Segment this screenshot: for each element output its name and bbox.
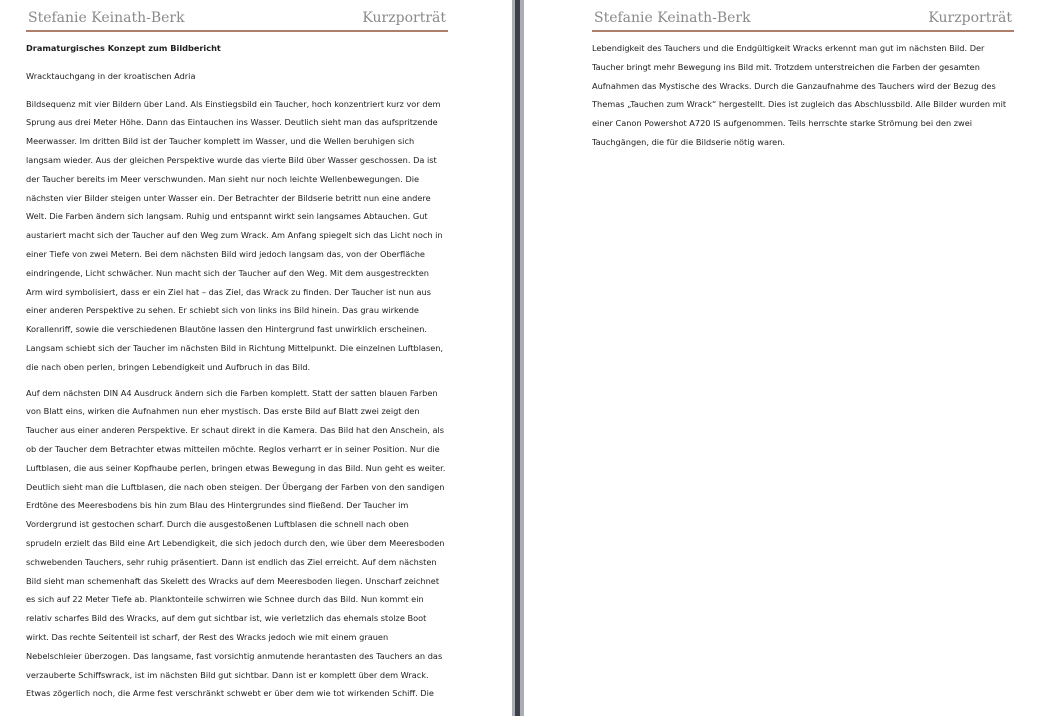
paragraph: Lebendigkeit des Tauchers und die Endgültigkeit Wracks erkennt man gut im nächsten Bild. Der Taucher bringt mehr Bewegung ins Bild mit. Trotzdem unterstreichen die Farben der gesamten Aufnahmen das Mystische des Wracks. Durch die Ganzaufnahme des Tauchers wird der Bezug des Themas „Tauchen zum Wrack“ hergestellt. Dies ist zugleich das Abschlussbild. Alle Bilder wurden mit einer Canon Powershot A720 IS aufgenommen. Teils herrschte starke Strömung bei den zwei Tauchgängen, die für die Bildserie nötig waren. <box>592 43 1007 147</box>
document-subheading: Wracktauchgang in der kroatischen Adria <box>26 70 196 81</box>
page-divider-core <box>515 0 520 716</box>
header-author: Stefanie Keinath-Berk <box>28 10 185 26</box>
paragraph: Bildsequenz mit vier Bildern über Land. Als Einstiegsbild ein Taucher, hoch konzentriert kurz vor dem Sprung aus drei Meter Höhe. Dann das Eintauchen ins Wasser. Deutlich sieht man das aufspritzende Meerwasser. Im dritten Bild ist der Taucher komplett im Wasser, und die Wellen beruhigen sich langsam wieder. Aus der gleichen Perspektive wurde das vierte Bild über Wasser geschossen. Da ist der Taucher bereits im Meer verschwunden. Man sieht nur noch leichte Wellenbewegungen. Die nächsten vier Bilder steigen unter Wasser ein. Der Betrachter der Bildserie betritt nun eine andere Welt. Die Farben ändern sich langsam. Ruhig und entspannt wirkt sein langsames Abtauchen. Gut austariert macht sich der Taucher auf den Weg zum Wrack. Am Anfang spiegelt sich das Licht noch in einer Tiefe von zwei Metern. Bei dem nächsten Bild wird jedoch langsam das, von der Oberfläche eindringende, Licht schwächer. Nun macht sich der Taucher auf den Weg. Mit dem ausgestreckten Arm wird symbolisiert, dass er ein Ziel hat – das Ziel, das Wrack zu finden. Der Taucher ist nun aus einer anderen Perspektive zu sehen. Er schiebt sich von links ins Bild hinein. Das grau wirkende Korallenriff, sowie die verschiedenen Blautöne lassen den Hintergrund fast unwirklich erscheinen. Langsam schiebt sich der Taucher im nächsten Bild in Richtung Mittelpunkt. Die einzelnen Luftblasen, die nach oben perlen, bringen Lebendigkeit und Aufbruch in das Bild. <box>26 98 444 372</box>
header-title: Kurzporträt <box>362 10 446 26</box>
document-heading: Dramaturgisches Konzept zum Bildbericht <box>26 43 221 53</box>
page-header <box>26 8 448 32</box>
page-header <box>592 8 1014 32</box>
paragraph: Auf dem nächsten DIN A4 Ausdruck ändern sich die Farben komplett. Statt der satten blauen Farben von Blatt eins, wirken die Aufnahmen nun eher mystisch. Das erste Bild auf Blatt zwei zeigt den Taucher aus einer anderen Perspektive. Er schaut direkt in die Kamera. Das Bild hat den Anschein, als ob der Taucher dem Betrachter etwas mitteilen möchte. Reglos verharrt er in seiner Position. Nur die Luftblasen, die aus seiner Kopfhaube perlen, bringen etwas Bewegung in das Bild. Nun geht es weiter. Deutlich sieht man die Luftblasen, die nach oben steigen. Der Übergang der Farben von den sandigen Erdtöne des Meeresbodens bis hin zum Blau des Hintergrundes sind fließend. Der Taucher im Vordergrund ist gestochen scharf. Durch die ausgestoßenen Luftblasen die schnell nach oben sprudeln erzielt das Bild eine Art Lebendigkeit, die sich jedoch durch den, wie über dem Meeresboden schwebenden Tauchers, sehr ruhig präsentiert. Dann ist endlich das Ziel erreicht. Auf dem nächsten Bild sieht man schemenhaft das Skelett des Wracks auf dem Meeresboden liegen. Unscharf zeichnet es sich auf 22 Meter Tiefe ab. Planktonteile schwirren wie Schnee durch das Bild. Nun kommt ein relativ scharfes Bild des Wracks, auf dem gut sichtbar ist, wie verletzlich das ehemals stolze Boot wirkt. Das rechte Seitenteil ist scharf, der Rest des Wracks jedoch wie mit einem grauen Nebelschleier überzogen. Das langsame, fast vorsichtig anmutende herantasten des Tauchers an das verzauberte Schiffswrack, ist im nächsten Bild gut sichtbar. Dann ist er komplett über dem Wrack. Etwas zögerlich noch, die Arme fest verschränkt schwebt er über dem wie tot wirkenden Schiff. Die <box>26 387 446 699</box>
document-page-right <box>524 0 1056 716</box>
page-body <box>26 39 446 710</box>
page-body <box>592 39 1014 159</box>
header-title: Kurzporträt <box>928 10 1012 26</box>
header-author: Stefanie Keinath-Berk <box>594 10 751 26</box>
document-page-left <box>0 0 512 716</box>
